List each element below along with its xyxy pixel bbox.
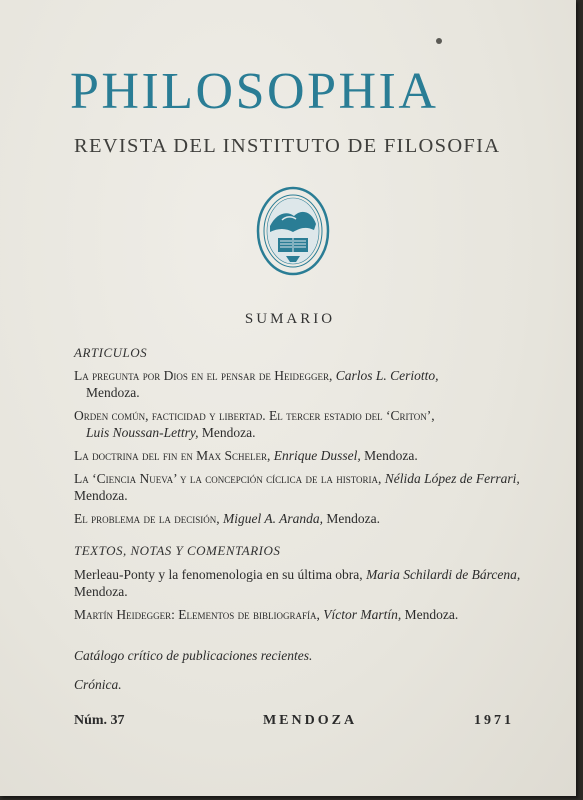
entry-author: Miguel A. Aranda, <box>223 511 323 526</box>
entry-title: Crónica. <box>74 677 122 692</box>
issue-number: Núm. 37 <box>74 713 125 728</box>
contents-entry <box>74 566 530 600</box>
entry-title: Orden común, facticidad y libertad. El tercer estadio del ‘Criton’, <box>74 408 435 423</box>
entry-author: Maria Schilardi de Bárcena, <box>366 567 521 582</box>
entry-author: Luis Noussan-Lettry, <box>86 425 199 440</box>
entry-author: Carlos L. Ceriotto, <box>335 368 439 383</box>
entry-title: La ‘Ciencia Nueva’ y la concepción cíclica de la historia, <box>74 471 382 486</box>
entry-place: Mendoza. <box>201 425 256 440</box>
entry-author: Nélida López de Ferrari, <box>384 471 520 486</box>
entry-place: Mendoza. <box>74 488 128 503</box>
entry-title: La doctrina del fin en Max Scheler, <box>74 448 271 463</box>
section-heading-textos: TEXTOS, NOTAS Y COMENTARIOS <box>74 543 281 558</box>
contents-heading: SUMARIO <box>244 311 336 327</box>
entry-title: Martín Heidegger: Elementos de bibliografía, <box>74 607 320 622</box>
entry-author: Enrique Dussel, <box>273 448 361 463</box>
entry-title: Catálogo crítico de publicaciones recientes. <box>74 648 313 663</box>
contents-entry <box>74 510 530 527</box>
contents-entry <box>74 407 530 441</box>
entry-place: Mendoza. <box>364 448 418 463</box>
publication-year: 1971 <box>474 713 514 728</box>
publication-city: MENDOZA <box>262 713 358 728</box>
contents-entry <box>74 367 530 401</box>
contents-entry <box>74 606 530 623</box>
entry-author: Víctor Martín, <box>323 607 402 622</box>
contents-entry <box>74 447 530 464</box>
entry-title: Merleau-Ponty y la fenomenologia en su última obra, <box>74 567 363 582</box>
section-heading-articulos: ARTICULOS <box>74 345 148 360</box>
entry-title: La pregunta por Dios en el pensar de Heidegger, <box>74 368 333 383</box>
contents-entry <box>74 676 530 693</box>
entry-place: Mendoza. <box>404 607 459 622</box>
journal-title: PHILOSOPHIA <box>70 63 439 120</box>
contents-entry <box>74 647 530 664</box>
entry-title: El problema de la decisión, <box>74 511 220 526</box>
entry-place: Mendoza. <box>86 385 140 400</box>
journal-subtitle: REVISTA DEL INSTITUTO DE FILOSOFIA <box>74 135 501 157</box>
ink-spot <box>436 38 442 44</box>
contents-entry <box>74 470 530 504</box>
entry-place: Mendoza. <box>74 584 128 599</box>
entry-place: Mendoza. <box>326 511 380 526</box>
institute-seal-icon <box>256 186 330 276</box>
